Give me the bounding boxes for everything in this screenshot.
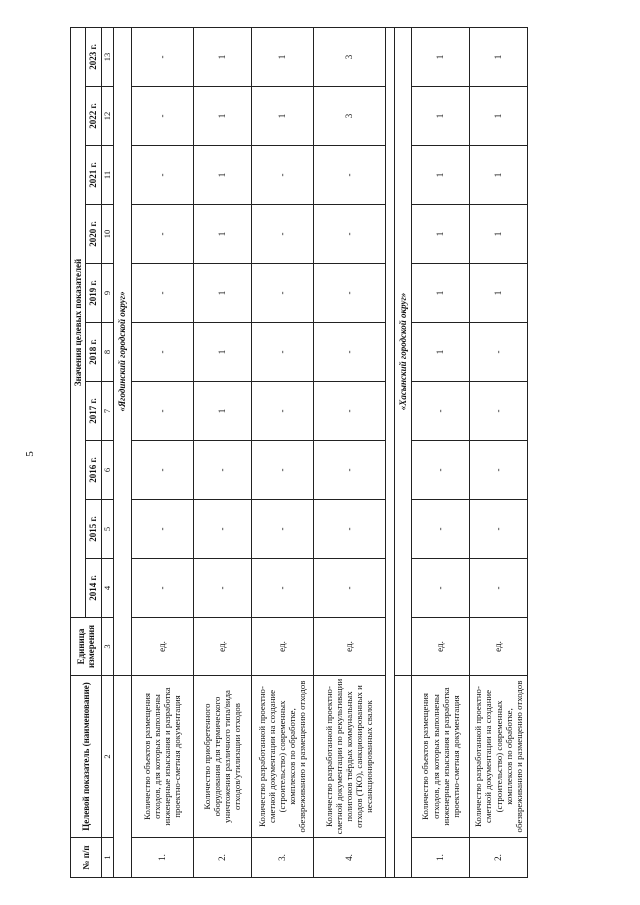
section-title-blank [114,676,131,878]
value-cell: - [412,559,470,618]
unit-cell: ед. [251,618,313,676]
unit-cell: ед. [131,618,193,676]
column-number: 7 [101,382,114,441]
section-title-blank [394,676,411,878]
value-cell: 1 [470,264,528,323]
year-header: 2020 г. [86,205,101,264]
value-cell: - [131,27,193,86]
unit-cell: ед. [313,618,385,676]
value-cell: 1 [470,27,528,86]
value-cell: 1 [412,205,470,264]
value-cell: 3 [313,27,385,86]
value-cell: - [131,441,193,500]
value-cell: - [313,559,385,618]
value-cell: 1 [193,382,251,441]
value-cell: - [251,146,313,205]
col-indicator-header: Целевой показатель (наименование) [71,676,102,838]
table-row [412,27,470,877]
value-cell: 1 [412,264,470,323]
page-number: 5 [24,451,36,457]
rotated-table-container [70,28,620,878]
year-header: 2017 г. [86,382,101,441]
row-number: 3. [251,838,313,878]
value-cell: - [193,441,251,500]
value-cell: 1 [470,87,528,146]
value-cell: 1 [412,27,470,86]
header-row-1 [71,27,86,877]
spacer-cell [385,27,394,877]
value-cell: - [470,323,528,382]
value-cell: - [131,500,193,559]
value-cell: 3 [313,87,385,146]
col-no-header: № п/п [71,838,102,878]
row-number: 1. [412,838,470,878]
value-cell: - [251,264,313,323]
value-cell: - [251,382,313,441]
section-title: «Ягодинский городской округ» [114,27,131,675]
column-number: 13 [101,27,114,86]
table-row [313,27,385,877]
section-title: «Хасынский городской округ» [394,27,411,675]
value-cell: - [313,441,385,500]
value-cell: 1 [193,87,251,146]
column-number: 5 [101,500,114,559]
unit-cell: ед. [412,618,470,676]
table-row [470,27,528,877]
row-number: 2. [470,838,528,878]
value-cell: 1 [412,87,470,146]
column-number: 4 [101,559,114,618]
value-cell: - [313,264,385,323]
value-cell: 1 [251,87,313,146]
value-cell: - [193,500,251,559]
value-cell: 1 [412,323,470,382]
value-cell: - [251,205,313,264]
value-cell: - [412,500,470,559]
value-cell: - [251,441,313,500]
section-spacer-row [385,27,394,877]
value-cell: - [313,500,385,559]
year-header: 2021 г. [86,146,101,205]
value-cell: 1 [193,323,251,382]
value-cell: - [470,382,528,441]
row-number: 2. [193,838,251,878]
section-title-row [114,27,131,877]
value-cell: - [131,323,193,382]
value-cell: - [412,441,470,500]
indicator-name: Количество разработанной проектно-сметной документации на создание (строительство) современных комплексов по обработке, обезвреживанию и размещению отходов [251,676,313,838]
value-cell: 1 [470,205,528,264]
value-cell: 1 [470,146,528,205]
value-cell: - [131,559,193,618]
value-cell: - [313,205,385,264]
value-cell: - [131,382,193,441]
year-header: 2015 г. [86,500,101,559]
column-numbers-row [101,27,114,877]
value-cell: - [313,323,385,382]
value-cell: - [131,205,193,264]
value-cell: - [131,146,193,205]
value-cell: 1 [412,146,470,205]
indicators-table [70,27,528,878]
indicator-name: Количество разработанной проектно-сметной документации на создание (строительство) современных комплексов по обработке, обезвреживанию и размещению отходов [470,676,528,838]
value-cell: 1 [251,27,313,86]
value-cell: - [131,87,193,146]
unit-cell: ед. [193,618,251,676]
column-number: 12 [101,87,114,146]
value-cell: 1 [193,205,251,264]
row-number: 4. [313,838,385,878]
unit-cell: ед. [470,618,528,676]
row-number: 1. [131,838,193,878]
value-cell: - [251,323,313,382]
value-cell: - [313,382,385,441]
value-cell: - [470,500,528,559]
column-number: 6 [101,441,114,500]
year-header: 2023 г. [86,27,101,86]
column-number: 1 [101,838,114,878]
value-cell: 1 [193,264,251,323]
value-cell: - [470,441,528,500]
value-cell: 1 [193,27,251,86]
value-cell: - [313,146,385,205]
table-row [131,27,193,877]
indicator-name: Количество приобретенного оборудования для термического уничтожения различного типа/вида отходов/утилизации отходов [193,676,251,838]
year-header: 2016 г. [86,441,101,500]
value-cell: - [251,500,313,559]
section-title-row [394,27,411,877]
indicator-name: Количество объектов размещения отходов, для которых выполнены инженерные изыскания и разработка проектно-сметная документация [412,676,470,838]
column-number: 3 [101,618,114,676]
table-row [193,27,251,877]
value-cell: 1 [193,146,251,205]
value-cell: - [412,382,470,441]
year-header: 2019 г. [86,264,101,323]
column-number: 9 [101,264,114,323]
table-row [251,27,313,877]
year-header: 2018 г. [86,323,101,382]
value-cell: - [131,264,193,323]
indicator-name: Количество объектов размещения отходов, для которых выполнены инженерные изыскания и разработка проектно-сметная документация [131,676,193,838]
col-unit-header: Единица измерения [71,618,102,676]
col-values-header: Значения целевых показателей [71,27,86,617]
column-number: 8 [101,323,114,382]
indicator-name: Количество разработанной проектно-сметной документации по рекультивации полигонов твёрдых коммунальных отходов (ТКО), санкционированных и несанкционированных свалок [313,676,385,838]
year-header: 2014 г. [86,559,101,618]
value-cell: - [193,559,251,618]
column-number: 2 [101,676,114,838]
column-number: 11 [101,146,114,205]
column-number: 10 [101,205,114,264]
value-cell: - [251,559,313,618]
year-header: 2022 г. [86,87,101,146]
value-cell: - [470,559,528,618]
